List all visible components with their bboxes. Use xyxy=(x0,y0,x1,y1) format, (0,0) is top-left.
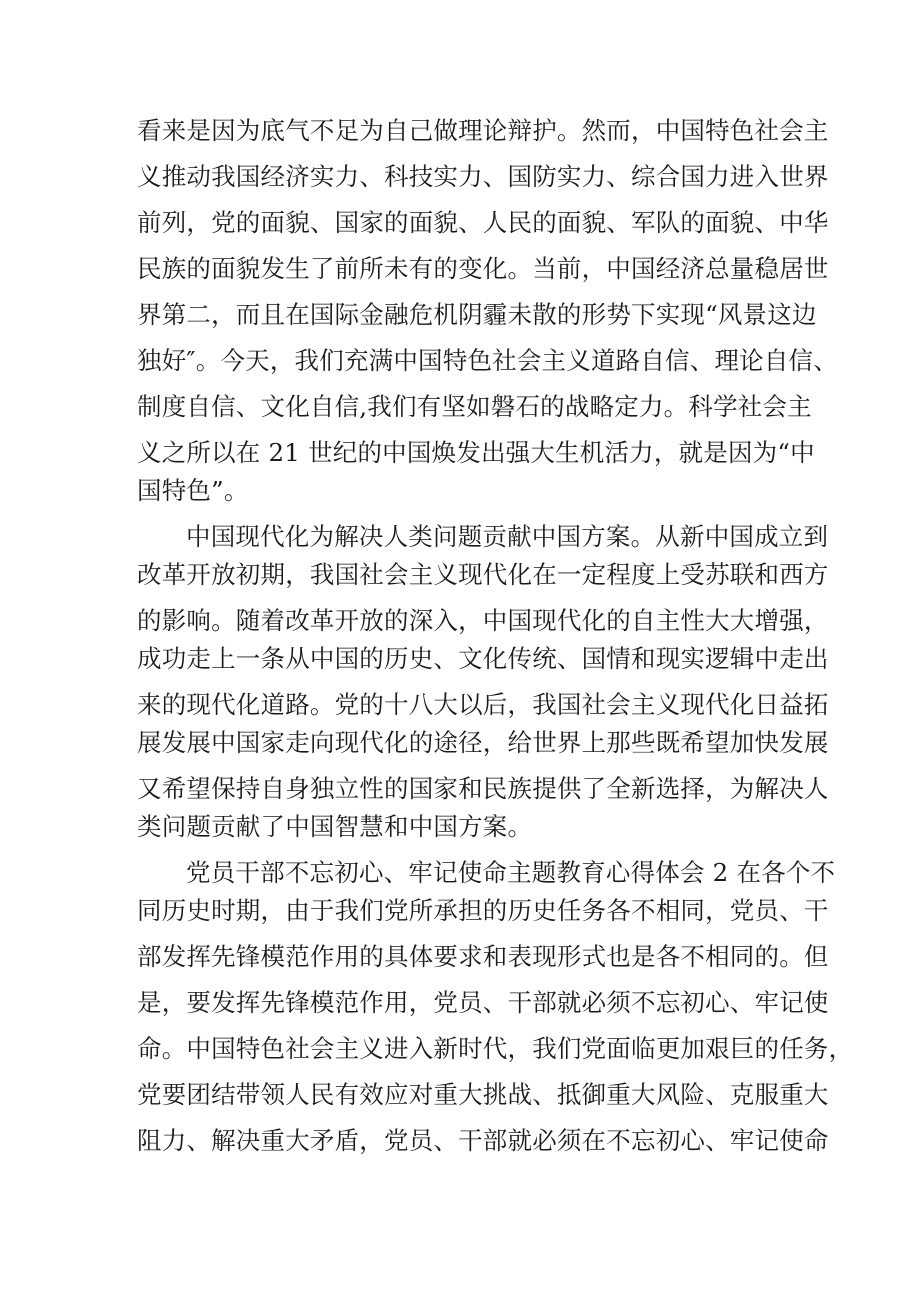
paragraph-2-line: 改革开放初期，我国社会主义现代化在一定程度上受苏联和西方 xyxy=(137,560,829,589)
paragraph-3-line: 同历史时期，由于我们党所承担的历史任务各不相同，党员、干 xyxy=(137,896,829,925)
paragraph-2-line: 中国现代化为解决人类问题贡献中国方案。从新中国成立到 xyxy=(186,522,829,551)
paragraph-2-line: 成功走上一条从中国的历史、文化传统、国情和现实逻辑中走出 xyxy=(137,644,829,673)
paragraph-2-line: 类问题贡献了中国智慧和中国方案。 xyxy=(137,812,533,841)
paragraph-3-line: 阻力、解决重大矛盾，党员、干部就必须在不忘初心、牢记使命 xyxy=(137,1126,829,1155)
paragraph-2-line: 来的现代化道路。党的十八大以后，我国社会主义现代化日益拓 xyxy=(137,690,829,719)
paragraph-1-line: 制度自信、文化自信,我们有坚如磐石的战略定力。科学社会主 xyxy=(137,392,812,421)
paragraph-1-line: 独好″。今天，我们充满中国特色社会主义道路自信、理论自信、 xyxy=(137,346,838,375)
paragraph-1-line: 义推动我国经济实力、科技实力、国防实力、综合国力进入世界 xyxy=(137,162,829,191)
paragraph-1-line: 看来是因为底气不足为自己做理论辩护。然而，中国特色社会主 xyxy=(137,116,829,145)
paragraph-2-line: 的影响。随着改革开放的深入，中国现代化的自主性大大增强， xyxy=(137,606,829,635)
paragraph-3-line: 是，要发挥先锋模范作用，党员、干部就必须不忘初心、牢记使 xyxy=(137,988,829,1017)
paragraph-3-line: 党要团结带领人民有效应对重大挑战、抵御重大风险、克服重大 xyxy=(137,1080,829,1109)
paragraph-1-line: 界第二，而且在国际金融危机阴霾未散的形势下实现“风景这边 xyxy=(137,300,817,329)
paragraph-2-line: 展发展中国家走向现代化的途径，给世界上那些既希望加快发展 xyxy=(137,728,829,757)
paragraph-3-line: 党员干部不忘初心、牢记使命主题教育心得体会 2 在各个不 xyxy=(186,858,836,887)
paragraph-3-line: 命。中国特色社会主义进入新时代，我们党面临更加艰巨的任务， xyxy=(137,1034,854,1063)
paragraph-1-line: 民族的面貌发生了前所未有的变化。当前，中国经济总量稳居世 xyxy=(137,254,829,283)
paragraph-1-line: 前列，党的面貌、国家的面貌、人民的面貌、军队的面貌、中华 xyxy=(137,208,829,237)
paragraph-2-line: 又希望保持自身独立性的国家和民族提供了全新选择，为解决人 xyxy=(137,774,829,803)
paragraph-3-line: 部发挥先锋模范作用的具体要求和表现形式也是各不相同的。但 xyxy=(137,942,829,971)
paragraph-1-line: 义之所以在 21 世纪的中国焕发出强大生机活力，就是因为“中 xyxy=(137,438,815,467)
paragraph-1-line: 国特色”。 xyxy=(137,476,249,505)
